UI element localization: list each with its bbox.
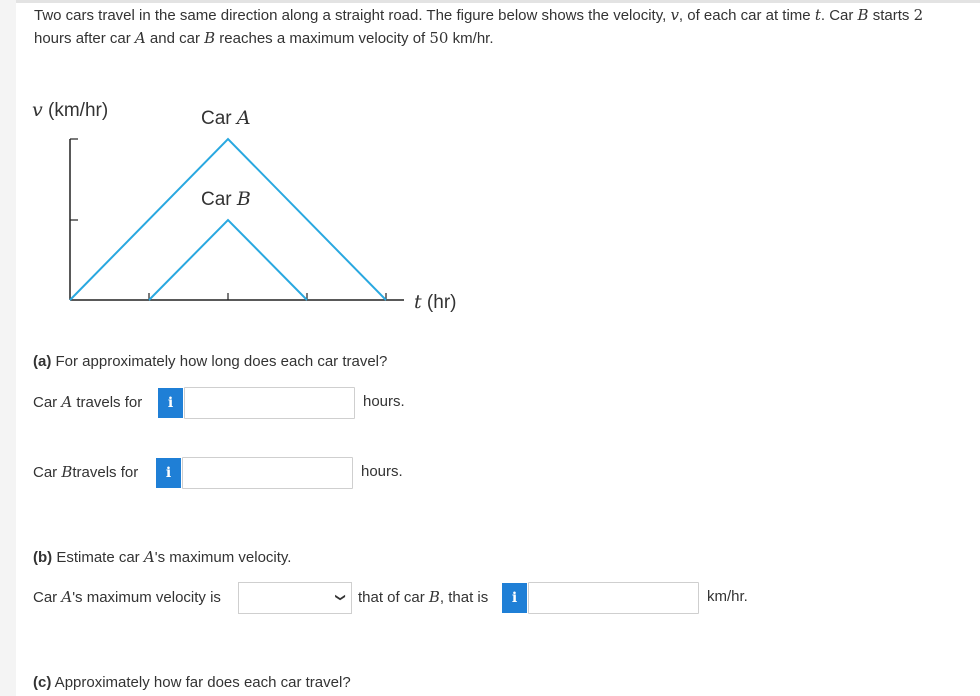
part-c-question: (c) Approximately how far does each car travel? — [33, 674, 351, 691]
chevron-down-icon: ❯ — [334, 593, 346, 602]
car-b-label: Car B — [201, 188, 251, 210]
part-b-question: (b) Estimate car A's maximum velocity. — [33, 548, 292, 566]
car-b-unit: hours. — [361, 463, 403, 480]
car-b-info-button[interactable]: i — [156, 458, 181, 488]
car-a-unit: hours. — [363, 393, 405, 410]
car-a-label: Car A — [201, 107, 251, 129]
problem-statement: Two cars travel in the same direction along a straight road. The figure below shows the velocity, v, of each car at time t. Car B starts 2 hours after car A and car B reaches a maximum velocity of 50 km/hr. — [34, 6, 924, 47]
that-of-car-b-text: that of car B, that is — [358, 588, 489, 606]
y-axis-label: v (km/hr) — [32, 99, 109, 121]
car-a-info-button[interactable]: i — [158, 388, 183, 418]
question-card — [16, 0, 980, 696]
car-a-travels-label: Car A travels for — [33, 393, 143, 411]
max-velocity-label: Car A's maximum velocity is — [33, 588, 221, 606]
max-velocity-unit: km/hr. — [707, 588, 748, 605]
x-axis-label: t (hr) — [414, 291, 457, 313]
velocity-graph — [16, 3, 980, 333]
car-b-travels-label: Car Btravels for — [33, 463, 139, 481]
max-velocity-info-button[interactable]: i — [502, 583, 527, 613]
car-b-duration-input[interactable] — [182, 457, 353, 489]
car-a-duration-input[interactable] — [184, 387, 355, 419]
max-velocity-input[interactable] — [528, 582, 699, 614]
comparison-select[interactable] — [238, 582, 352, 614]
car-b-velocity-line — [149, 220, 307, 300]
part-a-question: (a) For approximately how long does each car travel? — [33, 353, 388, 370]
